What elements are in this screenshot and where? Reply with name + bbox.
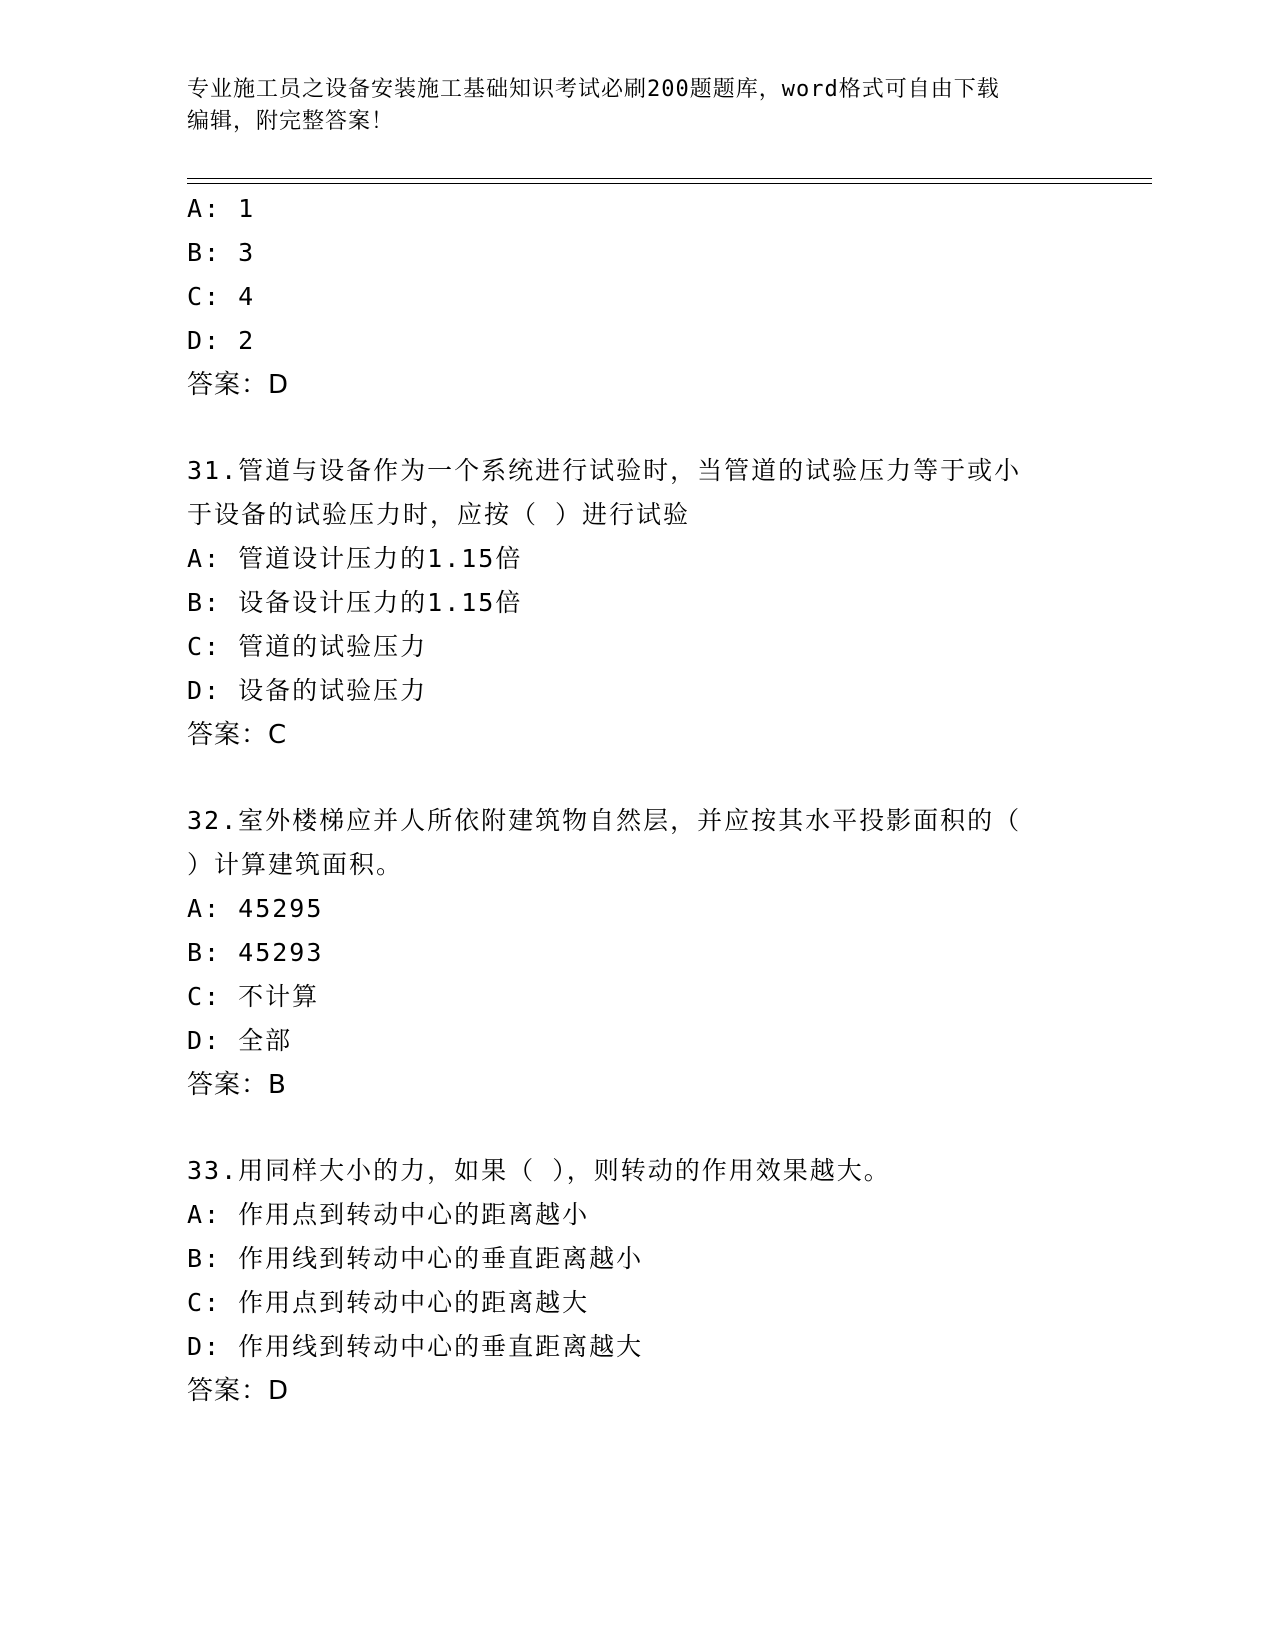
header-divider-bottom bbox=[187, 183, 1152, 184]
q33-option-d: D: 作用线到转动中心的垂直距离越大 bbox=[187, 1332, 644, 1361]
q33-option-c: C: 作用点到转动中心的距离越大 bbox=[187, 1288, 590, 1317]
q30-answer: 答案：D bbox=[187, 370, 290, 400]
header-line-2: 编辑，附完整答案！ bbox=[187, 109, 395, 134]
q30-option-c: C: 4 bbox=[187, 282, 256, 311]
q33-question-line-1: 33.用同样大小的力，如果（ ），则转动的作用效果越大。 bbox=[187, 1156, 891, 1185]
q32-question-line-1: 32.室外楼梯应并人所依附建筑物自然层，并应按其水平投影面积的（ bbox=[187, 806, 1022, 835]
q32-option-a: A: 45295 bbox=[187, 894, 324, 923]
q33-option-a: A: 作用点到转动中心的距离越小 bbox=[187, 1200, 590, 1229]
q31-question-line-2: 于设备的试验压力时，应按（ ）进行试验 bbox=[187, 500, 691, 529]
q33-answer: 答案：D bbox=[187, 1376, 290, 1406]
q31-answer: 答案：C bbox=[187, 720, 288, 750]
q31-option-a: A: 管道设计压力的1.15倍 bbox=[187, 544, 523, 573]
q31-option-d: D: 设备的试验压力 bbox=[187, 676, 428, 705]
q32-answer: 答案：B bbox=[187, 1070, 287, 1100]
q32-option-b: B: 45293 bbox=[187, 938, 324, 967]
q32-option-c: C: 不计算 bbox=[187, 982, 320, 1011]
q30-option-a: A: 1 bbox=[187, 194, 256, 223]
q31-option-b: B: 设备设计压力的1.15倍 bbox=[187, 588, 523, 617]
document-header bbox=[187, 74, 1077, 138]
q30-option-d: D: 2 bbox=[187, 326, 256, 355]
q31-option-c: C: 管道的试验压力 bbox=[187, 632, 428, 661]
q32-question-line-2: ）计算建筑面积。 bbox=[187, 850, 404, 879]
header-line-1: 专业施工员之设备安装施工基础知识考试必刷200题题库，word格式可自由下载 bbox=[187, 77, 1000, 102]
q30-option-b: B: 3 bbox=[187, 238, 256, 267]
q31-question-line-1: 31.管道与设备作为一个系统进行试验时，当管道的试验压力等于或小 bbox=[187, 456, 1022, 485]
q33-option-b: B: 作用线到转动中心的垂直距离越小 bbox=[187, 1244, 644, 1273]
q32-option-d: D: 全部 bbox=[187, 1026, 293, 1055]
header-divider-top bbox=[187, 178, 1152, 179]
